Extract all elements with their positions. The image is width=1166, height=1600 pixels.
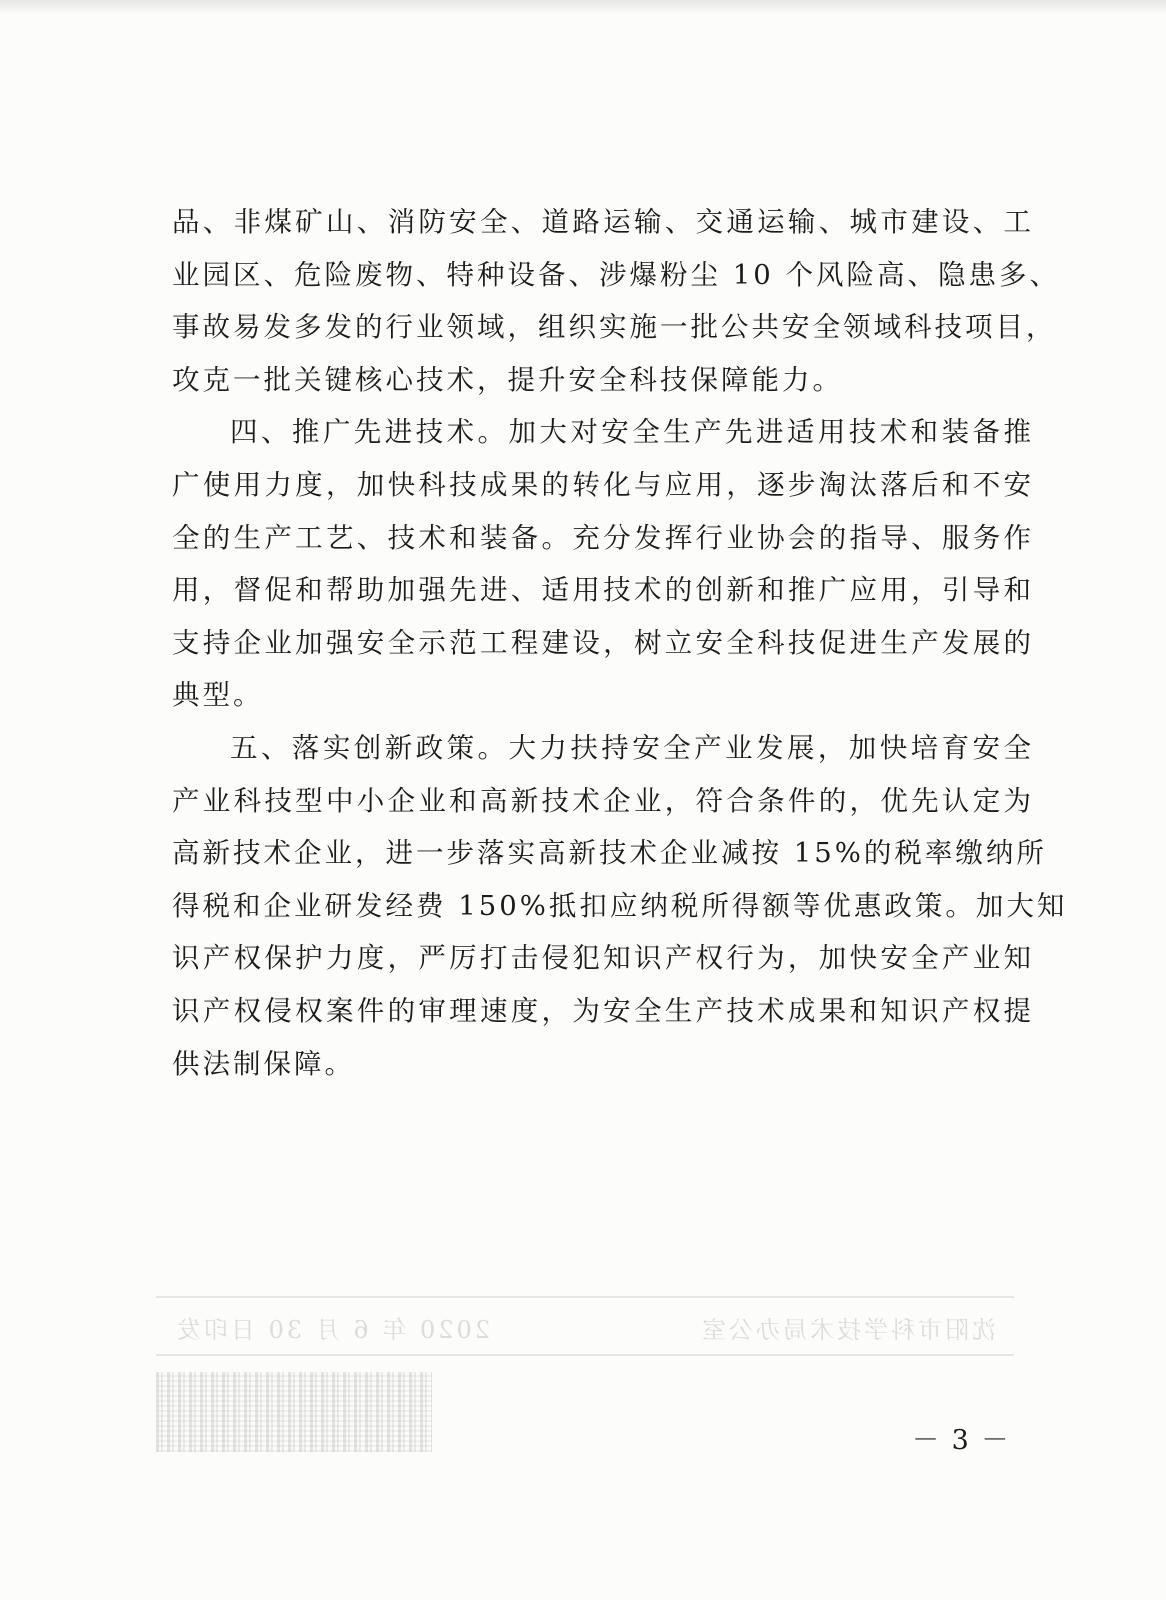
bleed-through-office: 沈阳市科学技术局办公室	[699, 1315, 996, 1344]
text-line: 业园区、危险废物、特种设备、涉爆粉尘 10 个风险高、隐患多、	[172, 258, 1060, 291]
text-line: 用，督促和帮助加强先进、适用技术的创新和推广应用，引导和	[172, 574, 1034, 607]
text-line: 识产权保护力度，严厉打击侵犯知识产权行为，加快安全产业知	[172, 942, 1034, 975]
bleed-through-date: 2020 年 6 月 30 日印发	[174, 1315, 491, 1344]
text-line: 高新技术企业，进一步落实高新技术企业减按 15%的税率缴纳所	[172, 837, 1047, 870]
paragraph-four-start: 四、推广先进技术。加大对安全生产先进适用技术和装备推	[230, 416, 1034, 449]
text-line: 得税和企业研发经费 150%抵扣应纳税所得额等优惠政策。加大知	[172, 889, 1068, 922]
text-line: 识产权侵权案件的审理速度，为安全生产技术成果和知识产权提	[172, 994, 1034, 1027]
text-line: 品、非煤矿山、消防安全、道路运输、交通运输、城市建设、工	[172, 206, 1034, 238]
page-number: － 3 －	[912, 1425, 1011, 1456]
scan-edge-shadow	[0, 0, 1166, 14]
document-body	[172, 196, 1068, 1090]
paragraph-five-start: 五、落实创新政策。大力扶持安全产业发展，加快培育安全	[230, 731, 1034, 764]
text-line: 全的生产工艺、技术和装备。充分发挥行业协会的指导、服务作	[172, 521, 1034, 554]
text-line: 攻克一批关键核心技术，提升安全科技保障能力。	[172, 363, 843, 396]
bleed-through-rule-bottom	[156, 1354, 1014, 1356]
text-line: 供法制保障。	[172, 1047, 355, 1080]
bleed-through-barcode	[156, 1372, 432, 1452]
bleed-through-rule-top	[156, 1296, 1014, 1298]
bleed-through-imprint	[156, 1307, 1014, 1347]
text-line: 事故易发多发的行业领域，组织实施一批公共安全领域科技项目，	[172, 311, 1057, 344]
text-line: 支持企业加强安全示范工程建设，树立安全科技促进生产发展的	[172, 626, 1034, 659]
text-line: 典型。	[172, 679, 264, 712]
text-line: 广使用力度，加快科技成果的转化与应用，逐步淘汰落后和不安	[172, 468, 1034, 501]
text-line: 产业科技型中小企业和高新技术企业，符合条件的，优先认定为	[172, 784, 1034, 817]
